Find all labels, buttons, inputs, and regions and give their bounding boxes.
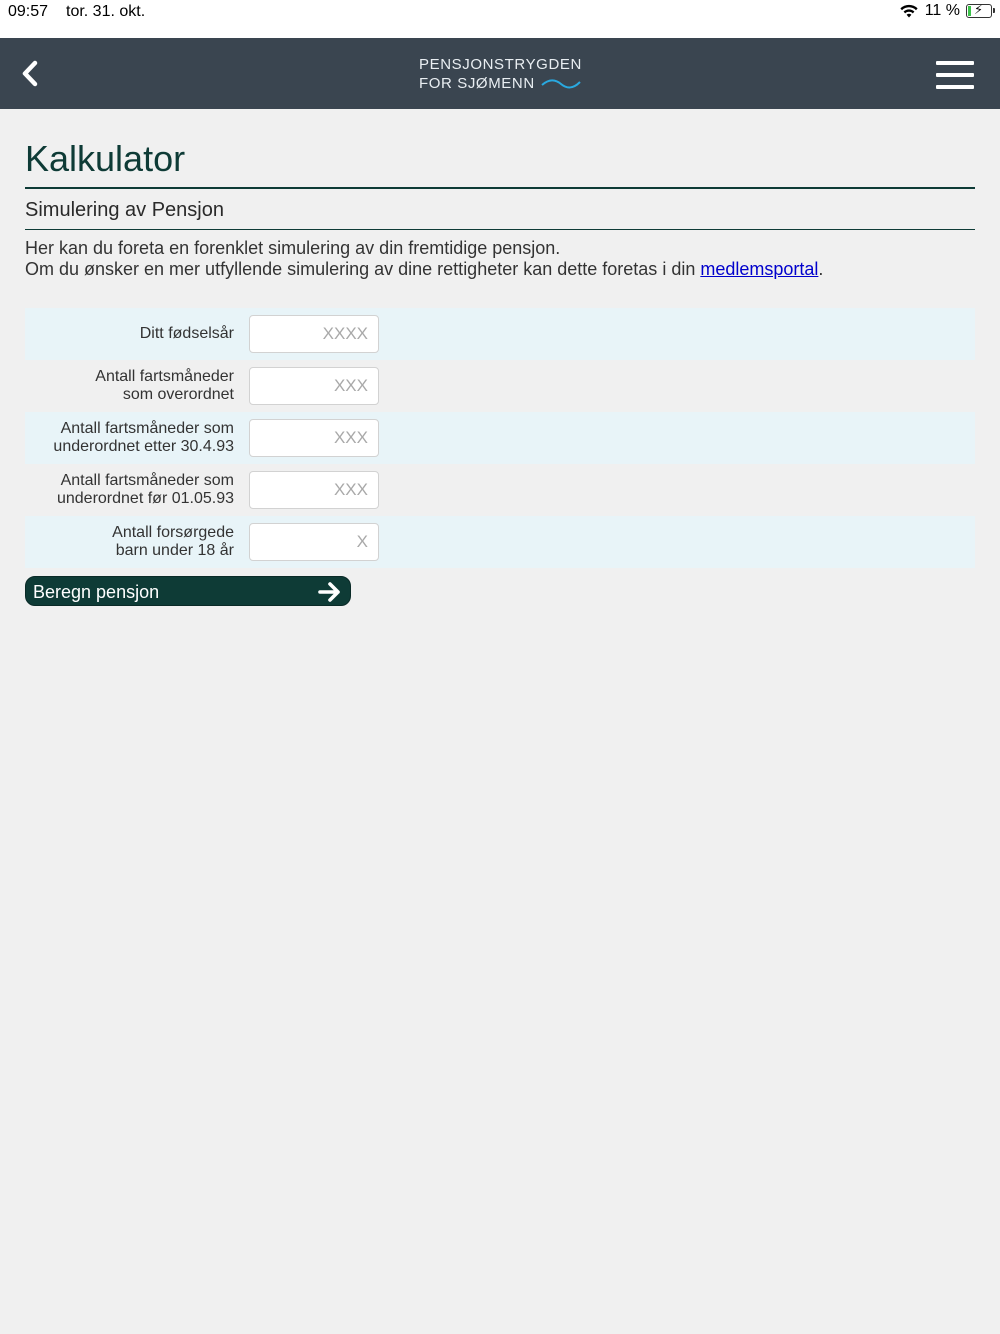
page-subtitle: Simulering av Pensjon	[25, 199, 224, 221]
months-superior-label-line2: som overordnet	[122, 386, 234, 403]
form-row-months-subordinate-before	[25, 464, 975, 516]
birth-year-input[interactable]	[249, 315, 379, 353]
status-bar	[0, 0, 1000, 38]
months-subordinate-before-label-line1: Antall fartsmåneder som	[60, 472, 234, 489]
form-row-months-subordinate-after	[25, 412, 975, 464]
status-right	[899, 2, 992, 20]
months-subordinate-before-label-line2: underordnet før 01.05.93	[56, 490, 234, 507]
battery-percent: 11 %	[924, 2, 960, 19]
logo-line2: FOR SJØMENN	[419, 75, 535, 92]
intro-line2-prefix: Om du ønsker en mer utfyllende simulering av dine rettigheter kan dette foretas i din	[25, 259, 701, 279]
wifi-icon	[899, 3, 919, 19]
children-label-line2: barn under 18 år	[115, 542, 234, 559]
chevron-left-icon	[14, 56, 50, 92]
subtitle-divider	[25, 229, 975, 230]
intro-line1: Her kan du foreta en forenklet simulering av din fremtidige pensjon.	[25, 238, 561, 258]
months-subordinate-after-label-line1: Antall fartsmåneder som	[60, 420, 234, 437]
months-subordinate-after-input[interactable]	[249, 419, 379, 457]
birth-year-label-text: Ditt fødselsår	[139, 325, 234, 342]
months-superior-input[interactable]	[249, 367, 379, 405]
form-row-months-superior	[25, 360, 975, 412]
status-date: tor. 31. okt.	[66, 3, 146, 20]
app-header	[0, 38, 1000, 109]
pension-form	[25, 308, 975, 606]
back-button[interactable]	[14, 56, 50, 92]
children-label-line1: Antall forsørgede	[112, 524, 234, 541]
calculate-pension-label: Beregn pensjon	[33, 582, 160, 602]
arrow-right-icon	[318, 581, 342, 603]
hamburger-menu-button[interactable]	[936, 61, 974, 89]
form-row-children	[25, 516, 975, 568]
hamburger-menu-line	[936, 73, 974, 77]
hamburger-menu-line	[936, 85, 974, 89]
birth-year-label	[25, 325, 234, 343]
member-portal-link[interactable]: medlemsportal	[700, 259, 819, 279]
intro-line2-suffix: .	[818, 259, 824, 279]
intro-text	[25, 238, 975, 280]
logo[interactable]	[419, 55, 582, 93]
children-label	[25, 524, 234, 560]
calculate-pension-button[interactable]	[25, 576, 351, 606]
page-title: Kalkulator	[25, 138, 186, 179]
wave-icon	[541, 78, 581, 90]
hamburger-menu-icon	[936, 61, 974, 65]
months-subordinate-before-input[interactable]	[249, 471, 379, 509]
charging-icon: ⚡	[974, 2, 984, 17]
battery-icon	[966, 4, 992, 18]
intro-line2	[25, 259, 975, 280]
children-input[interactable]	[249, 523, 379, 561]
main-content	[25, 109, 975, 606]
status-time: 09:57	[8, 3, 49, 20]
form-row-birth-year	[25, 308, 975, 360]
months-subordinate-after-label-line2: underordnet etter 30.4.93	[53, 438, 234, 455]
months-superior-label	[25, 368, 234, 404]
months-superior-label-line1: Antall fartsmåneder	[95, 368, 234, 385]
months-subordinate-before-label	[25, 472, 234, 508]
months-subordinate-after-label	[25, 420, 234, 456]
logo-line1: PENSJONSTRYGDEN	[419, 56, 582, 73]
